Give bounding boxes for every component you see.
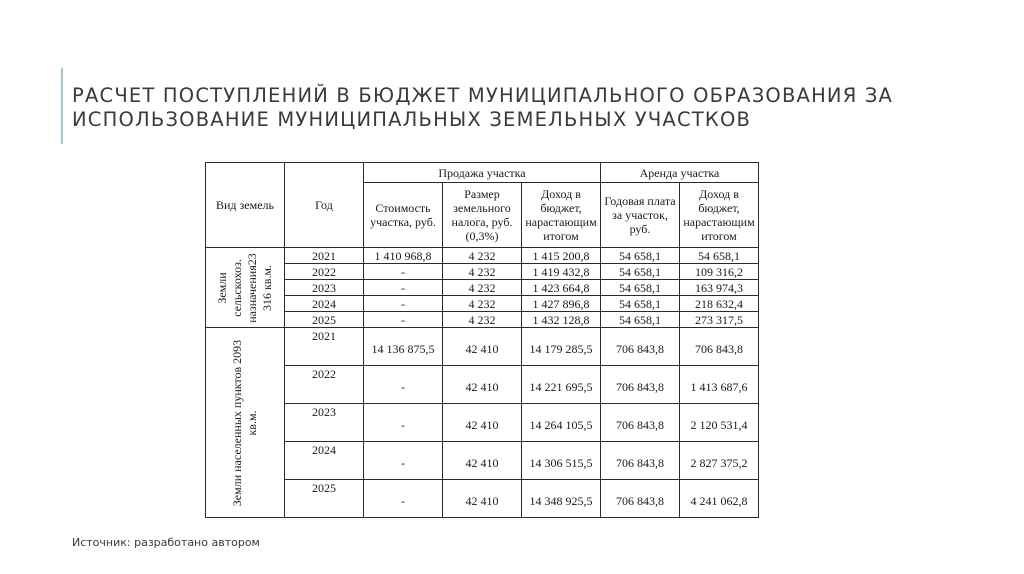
title-accent-bar xyxy=(61,68,63,144)
source-note: Источник: разработано автором xyxy=(72,536,260,549)
table-row xyxy=(206,248,759,264)
cell-sale-cost: - xyxy=(364,280,443,296)
cell-rent-income: 4 241 062,8 xyxy=(680,480,759,518)
cell-land-tax: 42 410 xyxy=(443,366,522,404)
cell-sale-income: 14 221 695,5 xyxy=(522,366,601,404)
cell-year: 2021 xyxy=(285,248,364,264)
land-kind-settlements: Земли населенных пунктов 2093 кв.м. xyxy=(206,328,285,518)
cell-sale-income: 14 179 285,5 xyxy=(522,328,601,366)
cell-annual-rent: 706 843,8 xyxy=(601,480,680,518)
cell-sale-cost: 1 410 968,8 xyxy=(364,248,443,264)
cell-rent-income: 54 658,1 xyxy=(680,248,759,264)
cell-land-tax: 42 410 xyxy=(443,328,522,366)
header-land-tax: Размер земельного налога, руб. (0,3%) xyxy=(443,183,522,248)
cell-annual-rent: 706 843,8 xyxy=(601,442,680,480)
header-sale-cost: Стоимость участка, руб. xyxy=(364,183,443,248)
budget-revenue-table xyxy=(205,162,759,518)
cell-year: 2025 xyxy=(285,312,364,328)
header-rent-group: Аренда участка xyxy=(601,163,759,183)
cell-sale-cost: - xyxy=(364,312,443,328)
cell-sale-cost: - xyxy=(364,404,443,442)
cell-annual-rent: 706 843,8 xyxy=(601,328,680,366)
slide-title-line-1: РАСЧЕТ ПОСТУПЛЕНИЙ В БЮДЖЕТ МУНИЦИПАЛЬНОГО ОБРАЗОВАНИЯ ЗА xyxy=(72,84,894,107)
table-row xyxy=(206,442,759,480)
cell-year: 2021 xyxy=(285,328,364,366)
cell-sale-income: 1 432 128,8 xyxy=(522,312,601,328)
table-row xyxy=(206,404,759,442)
cell-rent-income: 218 632,4 xyxy=(680,296,759,312)
cell-land-tax: 42 410 xyxy=(443,480,522,518)
cell-sale-cost: - xyxy=(364,442,443,480)
cell-sale-cost: - xyxy=(364,264,443,280)
table-row xyxy=(206,312,759,328)
land-kind-agricultural: Земли сельскохоз. назначения23 316 кв.м. xyxy=(206,248,285,328)
cell-land-tax: 4 232 xyxy=(443,280,522,296)
table-row xyxy=(206,296,759,312)
cell-year: 2025 xyxy=(285,480,364,518)
cell-rent-income: 273 317,5 xyxy=(680,312,759,328)
header-sale-income: Доход в бюджет, нарастающим итогом xyxy=(522,183,601,248)
cell-land-tax: 4 232 xyxy=(443,248,522,264)
cell-sale-income: 1 419 432,8 xyxy=(522,264,601,280)
cell-annual-rent: 54 658,1 xyxy=(601,296,680,312)
cell-sale-cost: - xyxy=(364,296,443,312)
table-row xyxy=(206,280,759,296)
cell-annual-rent: 706 843,8 xyxy=(601,404,680,442)
table-row xyxy=(206,480,759,518)
cell-annual-rent: 54 658,1 xyxy=(601,280,680,296)
cell-sale-income: 14 264 105,5 xyxy=(522,404,601,442)
cell-annual-rent: 54 658,1 xyxy=(601,312,680,328)
cell-sale-income: 1 423 664,8 xyxy=(522,280,601,296)
cell-rent-income: 2 827 375,2 xyxy=(680,442,759,480)
cell-sale-income: 14 348 925,5 xyxy=(522,480,601,518)
cell-year: 2022 xyxy=(285,264,364,280)
cell-rent-income: 163 974,3 xyxy=(680,280,759,296)
cell-rent-income: 109 316,2 xyxy=(680,264,759,280)
cell-sale-cost: 14 136 875,5 xyxy=(364,328,443,366)
cell-land-tax: 42 410 xyxy=(443,404,522,442)
cell-sale-cost: - xyxy=(364,366,443,404)
cell-year: 2023 xyxy=(285,404,364,442)
cell-year: 2024 xyxy=(285,296,364,312)
table-row xyxy=(206,328,759,366)
cell-land-tax: 4 232 xyxy=(443,312,522,328)
cell-land-tax: 4 232 xyxy=(443,296,522,312)
table-row xyxy=(206,366,759,404)
cell-rent-income: 1 413 687,6 xyxy=(680,366,759,404)
header-sale-group: Продажа участка xyxy=(364,163,601,183)
header-rent-income: Доход в бюджет, нарастающим итогом xyxy=(680,183,759,248)
cell-year: 2024 xyxy=(285,442,364,480)
cell-rent-income: 706 843,8 xyxy=(680,328,759,366)
table-header-row-1 xyxy=(206,163,759,183)
cell-annual-rent: 54 658,1 xyxy=(601,264,680,280)
table-row xyxy=(206,264,759,280)
cell-land-tax: 4 232 xyxy=(443,264,522,280)
slide-title xyxy=(72,84,972,132)
header-year: Год xyxy=(285,163,364,248)
cell-rent-income: 2 120 531,4 xyxy=(680,404,759,442)
cell-year: 2022 xyxy=(285,366,364,404)
cell-sale-income: 14 306 515,5 xyxy=(522,442,601,480)
header-annual-rent: Годовая плата за участок, руб. xyxy=(601,183,680,248)
slide-title-line-2: ИСПОЛЬЗОВАНИЕ МУНИЦИПАЛЬНЫХ ЗЕМЕЛЬНЫХ УЧАСТКОВ xyxy=(72,108,752,131)
cell-annual-rent: 706 843,8 xyxy=(601,366,680,404)
cell-sale-income: 1 427 896,8 xyxy=(522,296,601,312)
header-land-kind: Вид земель xyxy=(206,163,285,248)
cell-land-tax: 42 410 xyxy=(443,442,522,480)
cell-sale-income: 1 415 200,8 xyxy=(522,248,601,264)
cell-annual-rent: 54 658,1 xyxy=(601,248,680,264)
cell-year: 2023 xyxy=(285,280,364,296)
cell-sale-cost: - xyxy=(364,480,443,518)
